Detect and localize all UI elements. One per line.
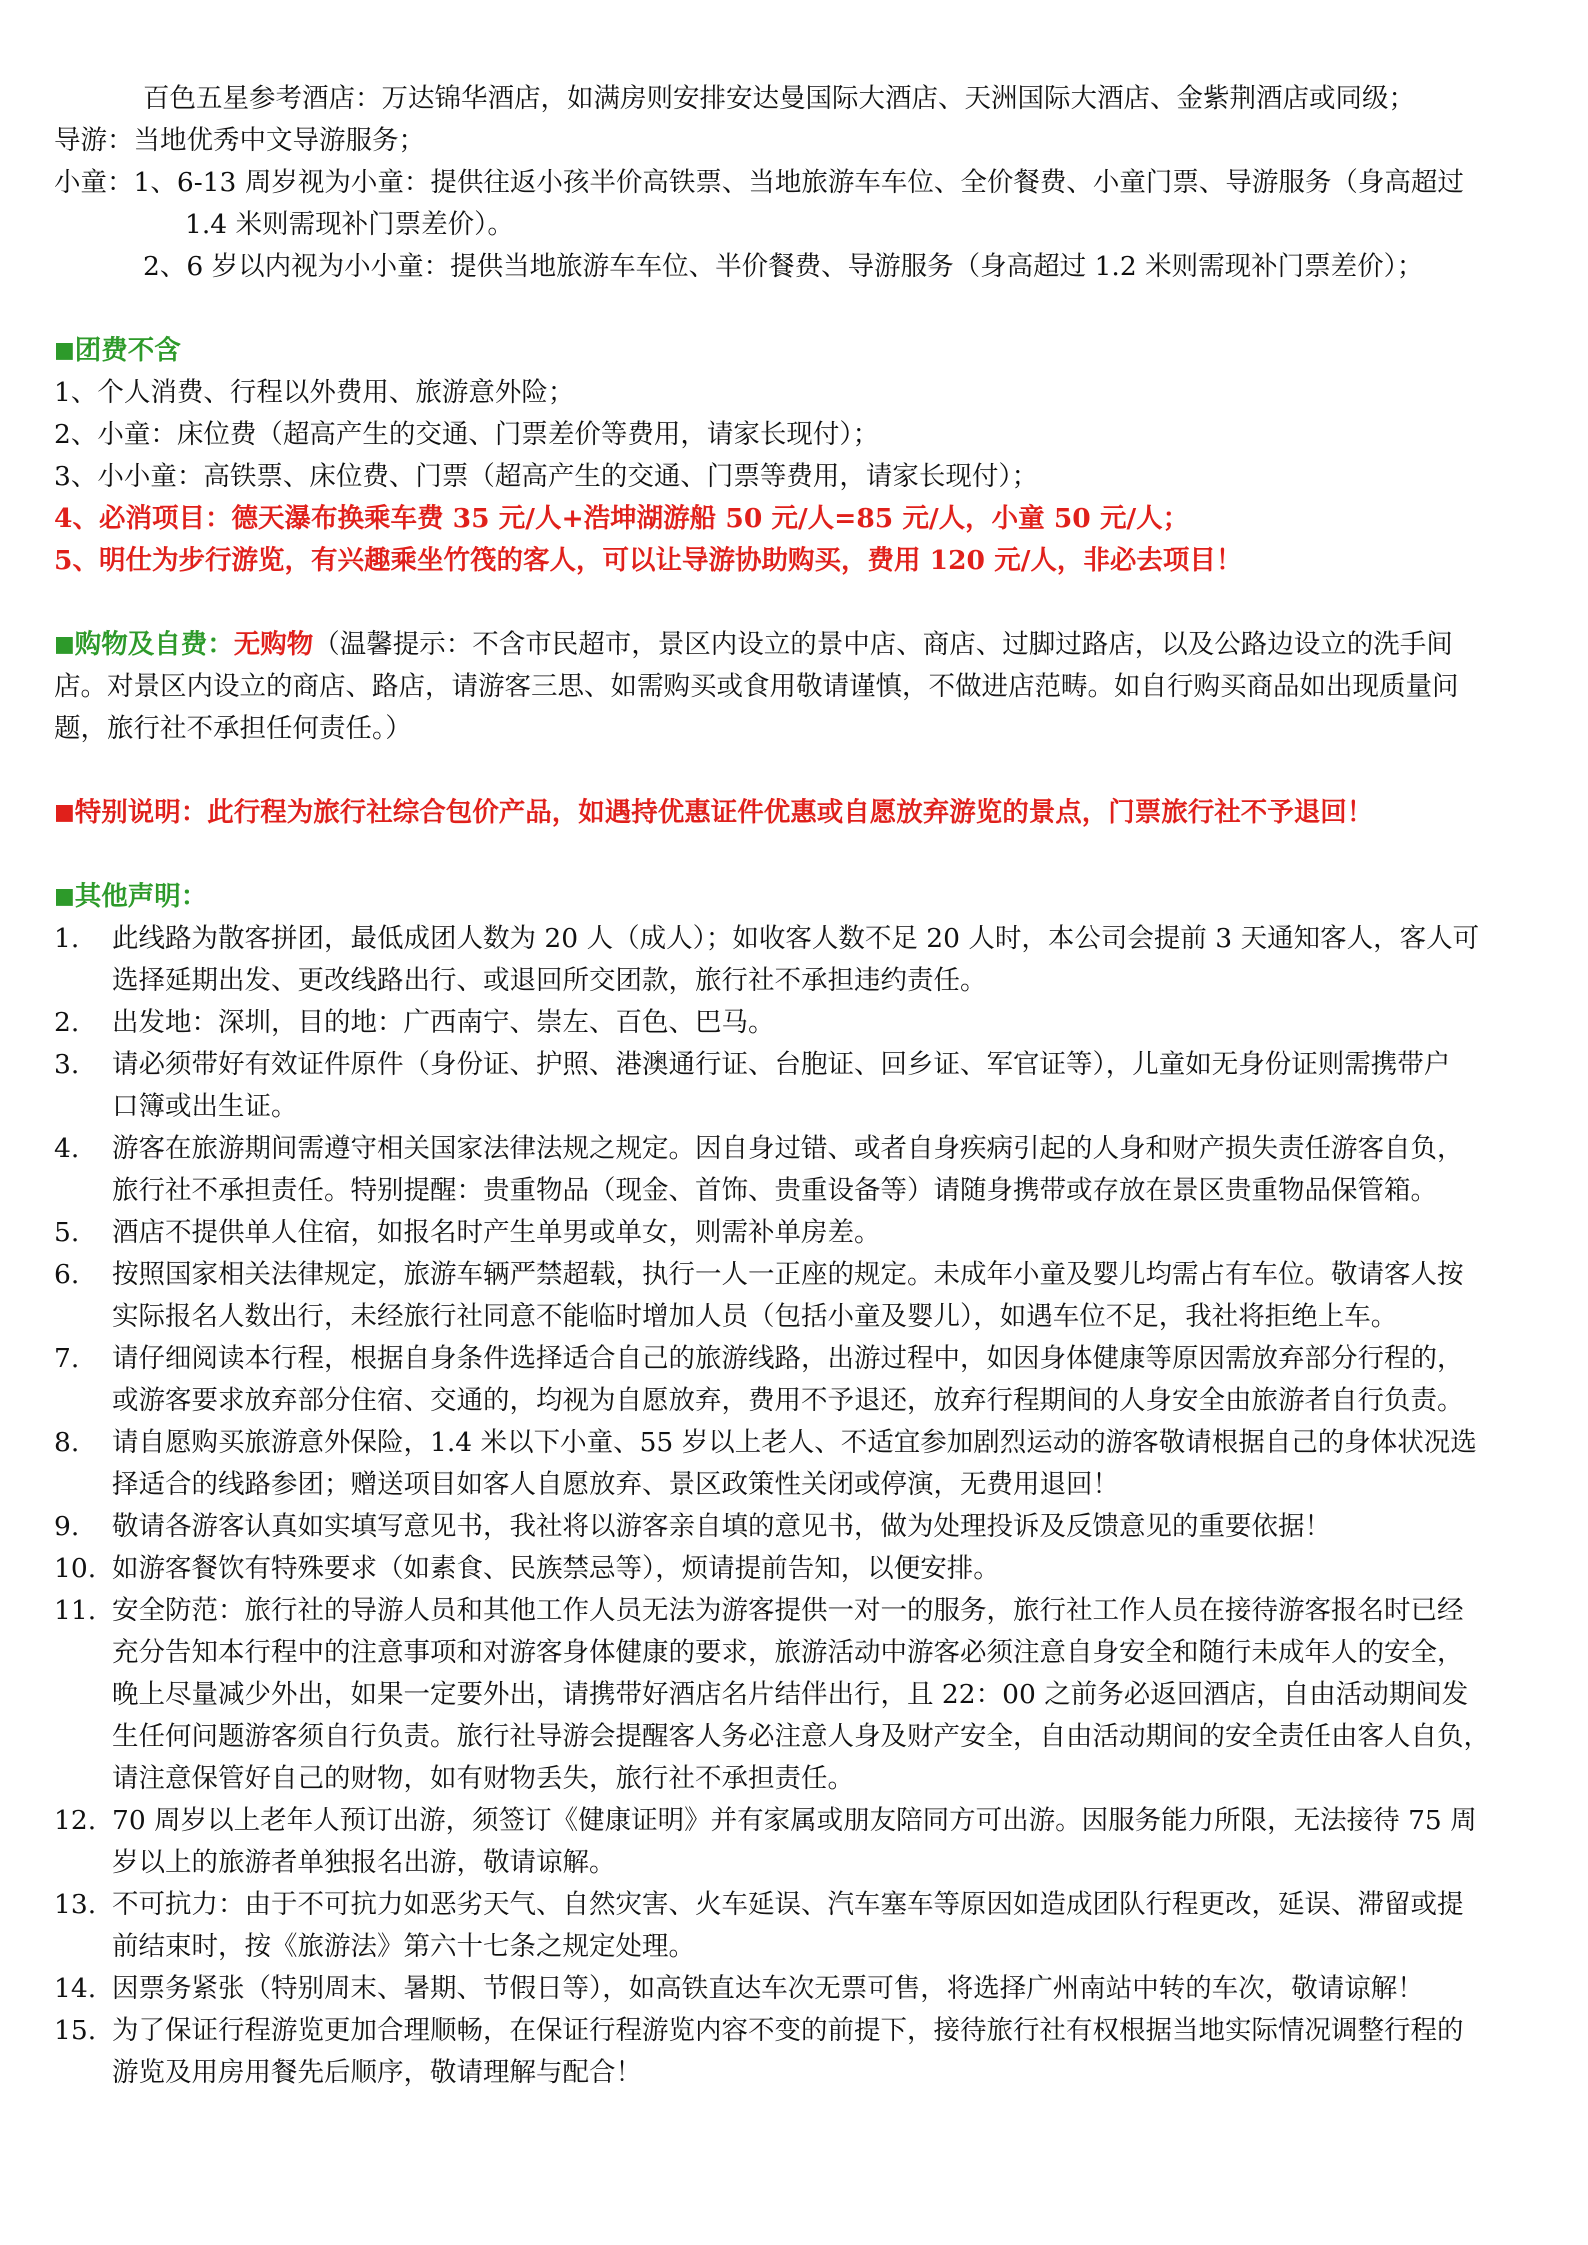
statement-number: 10. xyxy=(54,1553,97,1584)
statement-text-line: 不可抗力：由于不可抗力如恶劣天气、自然灾害、火车延误、汽车塞车等原因如造成团队行程更改，延误、滞留或提 xyxy=(112,1889,1464,1920)
statement-number: 9. xyxy=(54,1511,80,1542)
statement-number: 7. xyxy=(54,1343,80,1374)
square-bullet-icon: ■ xyxy=(54,337,75,363)
statement-number: 2. xyxy=(54,1007,80,1038)
statement-text-line: 请注意保管好自己的财物，如有财物丢失，旅行社不承担责任。 xyxy=(112,1763,854,1794)
statement-text-line: 选择延期出发、更改线路出行、或退回所交团款，旅行社不承担违约责任。 xyxy=(112,965,987,996)
hotel-line: 百色五星参考酒店：万达锦华酒店，如满房则安排安达曼国际大酒店、天洲国际大酒店、金紫荆酒店或同级； xyxy=(143,83,1415,114)
statement-text-line: 此线路为散客拼团，最低成团人数为 20 人（成人）；如收客人数不足 20 人时，本公司会提前 3 天通知客人，客人可 xyxy=(112,923,1480,954)
statement-text-line: 择适合的线路参团；赠送项目如客人自愿放弃、景区政策性关闭或停演，无费用退回！ xyxy=(112,1469,1119,1500)
statement-text-line: 请自愿购买旅游意外保险，1.4 米以下小童、55 岁以上老人、不适宜参加剧烈运动的游客敬请根据自己的身体状况选 xyxy=(112,1427,1477,1458)
square-bullet-icon: ■ xyxy=(54,799,75,825)
excluded-item: 3、小小童：高铁票、床位费、门票（超高产生的交通、门票等费用，请家长现付）； xyxy=(54,461,1039,492)
statement-text-line: 晚上尽量减少外出，如果一定要外出，请携带好酒店名片结伴出行，且 22：00 之前务必返回酒店，自由活动期间发 xyxy=(112,1679,1469,1710)
excluded-item: 1、个人消费、行程以外费用、旅游意外险； xyxy=(54,377,575,408)
statement-text-line: 岁以上的旅游者单独报名出游，敬请谅解。 xyxy=(112,1847,616,1878)
excluded-item-required: 4、必消项目：德天瀑布换乘车费 35 元/人+浩坤湖游船 50 元/人=85 元/人，小童 50 元/人； xyxy=(54,503,1190,534)
statement-text-line: 或游客要求放弃部分住宿、交通的，均视为自愿放弃，费用不予退还，放弃行程期间的人身安全由旅游者自行负责。 xyxy=(112,1385,1464,1416)
statement-number: 1. xyxy=(54,923,80,954)
shopping-heading: ■购物及自费： xyxy=(54,629,234,660)
statement-number: 12. xyxy=(54,1805,97,1836)
other-heading: ■其他声明： xyxy=(54,881,208,912)
shopping-line-1: ■购物及自费：无购物（温馨提示：不含市民超市，景区内设立的景中店、商店、过脚过路店，以及公路边设立的洗手间 xyxy=(54,629,1453,660)
statement-text-line: 实际报名人数出行，未经旅行社同意不能临时增加人员（包括小童及婴儿），如遇车位不足，我社将拒绝上车。 xyxy=(112,1301,1398,1332)
square-bullet-icon: ■ xyxy=(54,631,75,657)
child-line-2: 2、6 岁以内视为小小童：提供当地旅游车车位、半价餐费、导游服务（身高超过 1.2 米则需现补门票差价）； xyxy=(143,251,1424,282)
statement-number: 11. xyxy=(54,1595,97,1626)
child-line-1-cont: 1.4 米则需现补门票差价）。 xyxy=(185,209,514,240)
excluded-heading: ■团费不含 xyxy=(54,335,181,366)
statement-text-line: 前结束时，按《旅游法》第六十七条之规定处理。 xyxy=(112,1931,695,1962)
excluded-item: 2、小童：床位费（超高产生的交通、门票差价等费用，请家长现付）； xyxy=(54,419,880,450)
statement-text-line: 生任何问题游客须自行负责。旅行社导游会提醒客人务必注意人身及财产安全，自由活动期间的安全责任由客人自负， xyxy=(112,1721,1490,1752)
statement-number: 6. xyxy=(54,1259,80,1290)
statement-text-line: 70 周岁以上老年人预订出游，须签订《健康证明》并有家属或朋友陪同方可出游。因服务能力所限，无法接待 75 周 xyxy=(112,1805,1477,1836)
child-line-1: 小童：1、6-13 周岁视为小童：提供往返小孩半价高铁票、当地旅游车车位、全价餐费、小童门票、导游服务（身高超过 xyxy=(54,167,1464,198)
shopping-line-3: 题，旅行社不承担任何责任。） xyxy=(54,713,412,744)
statement-text-line: 旅行社不承担责任。特别提醒：贵重物品（现金、首饰、贵重设备等）请随身携带或存放在景区贵重物品保管箱。 xyxy=(112,1175,1437,1206)
statement-number: 5. xyxy=(54,1217,80,1248)
statement-number: 3. xyxy=(54,1049,80,1080)
statement-number: 14. xyxy=(54,1973,97,2004)
guide-line: 导游：当地优秀中文导游服务； xyxy=(54,125,425,156)
square-bullet-icon: ■ xyxy=(54,883,75,909)
statement-number: 13. xyxy=(54,1889,97,1920)
statement-text-line: 安全防范：旅行社的导游人员和其他工作人员无法为游客提供一对一的服务，旅行社工作人员在接待游客报名时已经 xyxy=(112,1595,1464,1626)
shopping-line-2: 店。对景区内设立的商店、路店，请游客三思、如需购买或食用敬请谨慎，不做进店范畴。如自行购买商品如出现质量问 xyxy=(54,671,1459,702)
statement-text-line: 请必须带好有效证件原件（身份证、护照、港澳通行证、台胞证、回乡证、军官证等），儿童如无身份证则需携带户 xyxy=(112,1049,1451,1080)
statement-text-line: 酒店不提供单人住宿，如报名时产生单男或单女，则需补单房差。 xyxy=(112,1217,881,1248)
statement-text-line: 游客在旅游期间需遵守相关国家法律法规之规定。因自身过错、或者自身疾病引起的人身和财产损失责任游客自负， xyxy=(112,1133,1464,1164)
special-note: ■特别说明：此行程为旅行社综合包价产品，如遇持优惠证件优惠或自愿放弃游览的景点，门票旅行社不予退回！ xyxy=(54,797,1374,828)
statement-text-line: 充分告知本行程中的注意事项和对游客身体健康的要求，旅游活动中游客必须注意自身安全和随行未成年人的安全， xyxy=(112,1637,1464,1668)
statement-text-line: 如游客餐饮有特殊要求（如素食、民族禁忌等），烦请提前告知，以便安排。 xyxy=(112,1553,1000,1584)
statement-text-line: 敬请各游客认真如实填写意见书，我社将以游客亲自填的意见书，做为处理投诉及反馈意见的重要依据！ xyxy=(112,1511,1331,1542)
statement-number: 15. xyxy=(54,2015,97,2046)
statement-text-line: 按照国家相关法律规定，旅游车辆严禁超载，执行一人一正座的规定。未成年小童及婴儿均需占有车位。敬请客人按 xyxy=(112,1259,1464,1290)
no-shopping-label: 无购物 xyxy=(233,629,314,660)
statement-text-line: 为了保证行程游览更加合理顺畅，在保证行程游览内容不变的前提下，接待旅行社有权根据当地实际情况调整行程的 xyxy=(112,2015,1464,2046)
statement-text-line: 口簿或出生证。 xyxy=(112,1091,298,1122)
excluded-item-optional: 5、明仕为步行游览，有兴趣乘坐竹筏的客人，可以让导游协助购买，费用 120 元/人，非必去项目！ xyxy=(54,545,1243,576)
statement-number: 8. xyxy=(54,1427,80,1458)
statement-text-line: 游览及用房用餐先后顺序，敬请理解与配合！ xyxy=(112,2057,642,2088)
statement-text-line: 出发地：深圳，目的地：广西南宁、崇左、百色、巴马。 xyxy=(112,1007,775,1038)
statement-number: 4. xyxy=(54,1133,80,1164)
statement-text-line: 因票务紧张（特别周末、暑期、节假日等），如高铁直达车次无票可售，将选择广州南站中转的车次，敬请谅解！ xyxy=(112,1973,1424,2004)
statement-text-line: 请仔细阅读本行程，根据自身条件选择适合自己的旅游线路，出游过程中，如因身体健康等原因需放弃部分行程的， xyxy=(112,1343,1464,1374)
